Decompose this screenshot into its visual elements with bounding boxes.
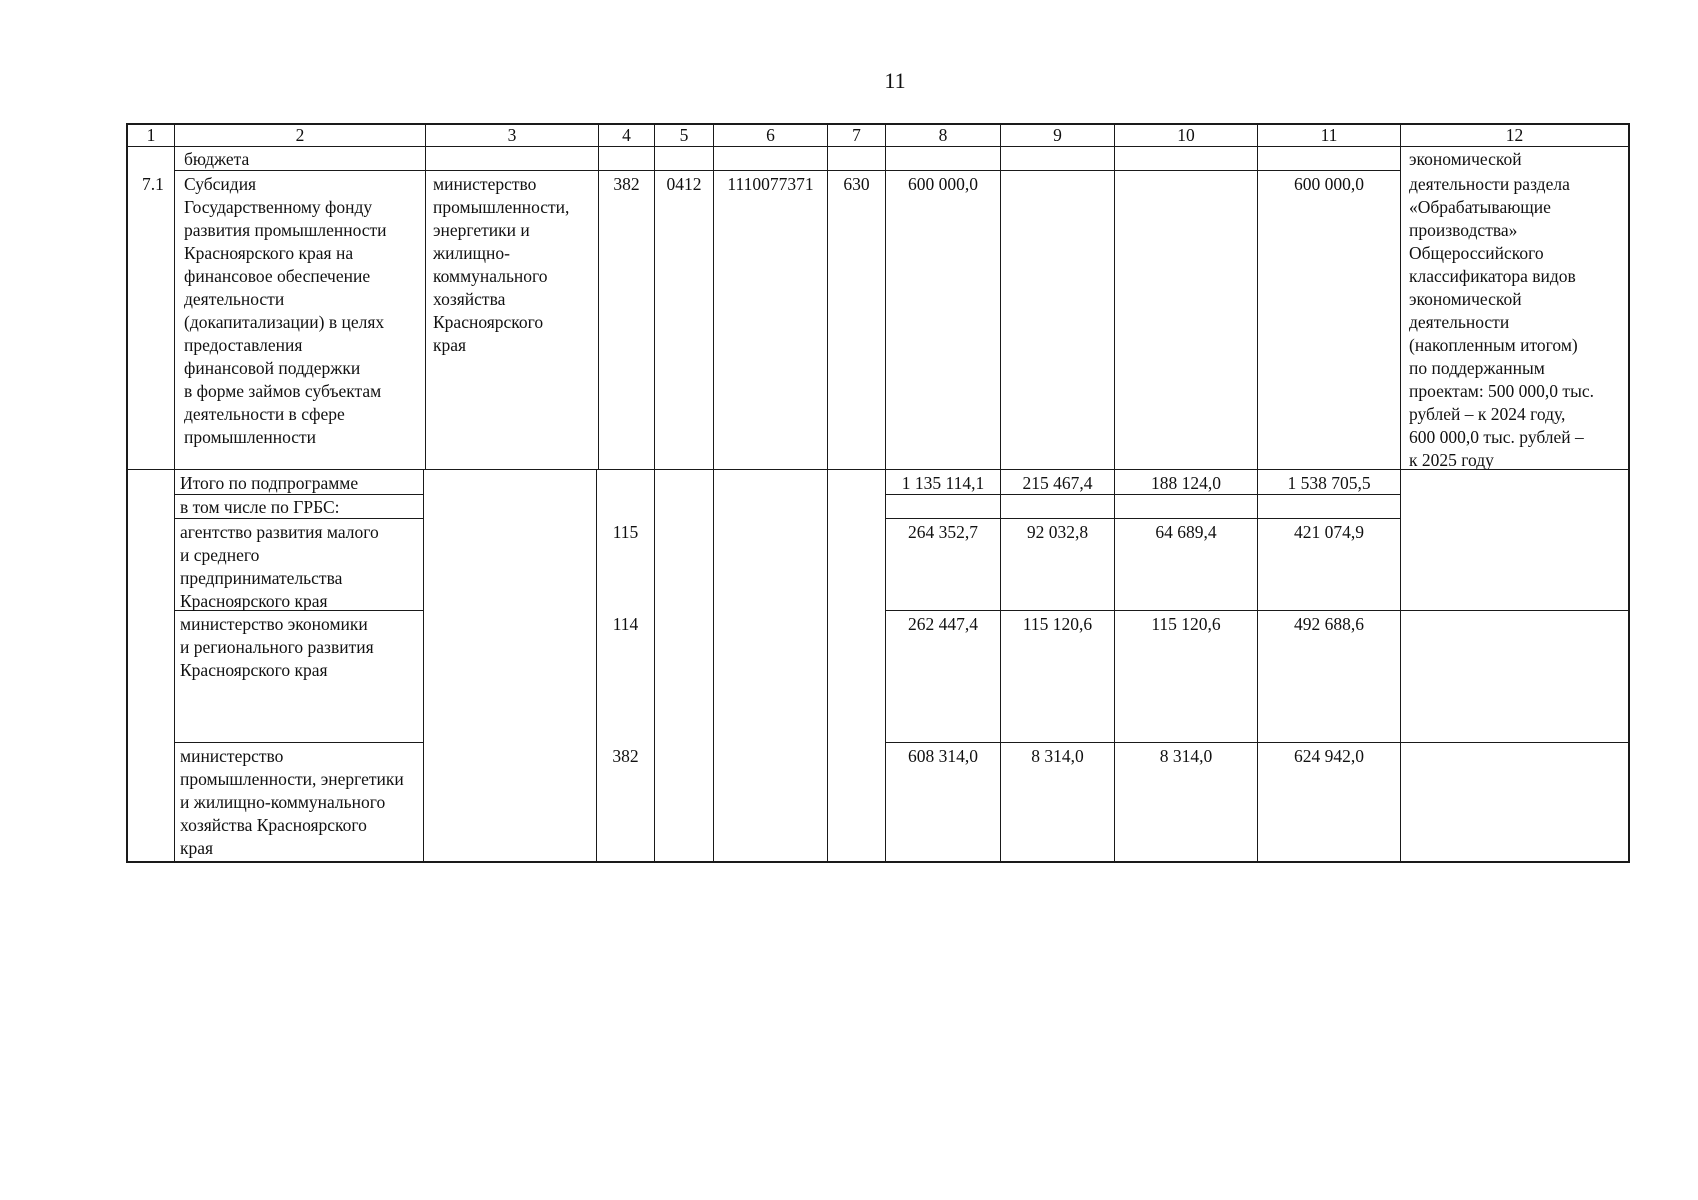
col-sep-1-2 — [174, 123, 175, 863]
text-line: 600 000,0 тыс. рублей – — [1409, 427, 1584, 447]
text-line: предоставления — [184, 335, 303, 355]
g114-col10: 115 120,6 — [1151, 614, 1221, 634]
continuation-col2: бюджета — [184, 149, 250, 169]
row71-col5: 0412 — [666, 174, 702, 194]
text-line: в форме займов субъектам — [184, 381, 382, 401]
header-cell: 3 — [507, 125, 517, 145]
text-line: и регионального развития — [180, 637, 374, 657]
row71-col8: 600 000,0 — [908, 174, 978, 194]
text-line: Общероссийского — [1409, 243, 1544, 263]
text-line: министерство — [180, 746, 284, 766]
header-cell: 11 — [1320, 125, 1338, 145]
row71-col7: 630 — [843, 174, 870, 194]
continuation-col12: экономической — [1409, 149, 1522, 169]
g115-col9: 92 032,8 — [1026, 522, 1089, 542]
total-col10: 188 124,0 — [1151, 473, 1221, 493]
row71-col11: 600 000,0 — [1294, 174, 1364, 194]
text-line: экономической — [1409, 289, 1522, 309]
text-line: Красноярского края на — [184, 243, 354, 263]
text-line: края — [180, 838, 214, 858]
text-line: коммунального — [433, 266, 548, 286]
g115-col4: 115 — [612, 522, 639, 542]
text-line: классификатора видов — [1409, 266, 1576, 286]
text-line: финансовой поддержки — [184, 358, 361, 378]
col-sep-5-6 — [713, 123, 714, 863]
g114-row-bottom-right — [885, 742, 1630, 743]
text-line: проектам: 500 000,0 тыс. — [1409, 381, 1594, 401]
row71-col6: 1110077371 — [727, 174, 814, 194]
text-line: предпринимательства — [180, 568, 343, 588]
table-border-right — [1628, 123, 1630, 863]
header-cell: 10 — [1177, 125, 1195, 145]
text-line: хозяйства — [433, 289, 506, 309]
table-border-bottom — [126, 861, 1630, 863]
text-line: и жилищно-коммунального — [180, 792, 386, 812]
text-line: производства» — [1409, 220, 1518, 240]
continuation-row-bottom — [174, 170, 1400, 171]
text-line: и среднего — [180, 545, 260, 565]
text-line: Красноярского края — [180, 591, 328, 611]
text-line: к 2025 году — [1409, 450, 1494, 470]
row71-col4: 382 — [613, 174, 640, 194]
text-line: финансовое обеспечение — [184, 266, 371, 286]
row71-bottom — [126, 469, 1630, 470]
incl-row-bottom-right — [885, 518, 1400, 519]
table-border-left — [126, 123, 128, 863]
g114-col4: 114 — [612, 614, 639, 634]
header-cell: 8 — [938, 125, 948, 145]
header-cell: 9 — [1053, 125, 1062, 145]
g114-col11: 492 688,6 — [1294, 614, 1364, 634]
text-line: агентство развития малого — [180, 522, 379, 542]
text-line: промышленности — [184, 427, 317, 447]
text-line: (накопленным итогом) — [1409, 335, 1578, 355]
text-line: Государственному фонду — [184, 197, 373, 217]
text-line: края — [433, 335, 467, 355]
text-line: рублей – к 2024 году, — [1409, 404, 1566, 424]
header-cell: 4 — [622, 125, 631, 145]
text-line: Субсидия — [184, 174, 257, 194]
g382-col8: 608 314,0 — [908, 746, 978, 766]
col-sep-11-12 — [1400, 123, 1401, 863]
g115-col8: 264 352,7 — [908, 522, 978, 542]
text-line: развития промышленности — [184, 220, 387, 240]
row-number: 7.1 — [142, 174, 164, 194]
text-line: промышленности, энергетики — [180, 769, 404, 789]
total-label: Итого по подпрограмме — [180, 473, 359, 493]
header-cell: 6 — [766, 125, 775, 145]
g382-col4: 382 — [612, 746, 639, 766]
text-line: (докапитализации) в целях — [184, 312, 385, 332]
text-line: министерство экономики — [180, 614, 368, 634]
text-line: деятельности — [184, 289, 285, 309]
g382-col10: 8 314,0 — [1159, 746, 1213, 766]
text-line: Красноярского — [433, 312, 544, 332]
incl-label: в том числе по ГРБС: — [180, 497, 340, 517]
text-line: деятельности раздела — [1409, 174, 1570, 194]
g114-col9: 115 120,6 — [1022, 614, 1093, 634]
col-sep-2-3-upper — [425, 123, 426, 469]
g382-col9: 8 314,0 — [1031, 746, 1084, 766]
g115-col10: 64 689,4 — [1155, 522, 1217, 542]
g382-col11: 624 942,0 — [1294, 746, 1364, 766]
g115-row-bottom-right — [885, 610, 1630, 611]
total-col9: 215 467,4 — [1022, 473, 1093, 493]
g114-row-bottom-left — [174, 742, 423, 743]
header-cell: 5 — [679, 125, 689, 145]
text-line: Красноярского края — [180, 660, 328, 680]
header-cell: 1 — [146, 125, 156, 145]
page-number: 11 — [884, 68, 906, 93]
g115-col11: 421 074,9 — [1294, 522, 1364, 542]
col-sep-2-3-lower — [423, 469, 424, 863]
text-line: энергетики и — [433, 220, 530, 240]
text-line: промышленности, — [433, 197, 570, 217]
text-line: министерство — [433, 174, 537, 194]
text-line: жилищно- — [433, 243, 510, 263]
text-line: деятельности в сфере — [184, 404, 345, 424]
text-line: «Обрабатывающие — [1409, 197, 1551, 217]
total-col11: 1 538 705,5 — [1287, 473, 1371, 493]
header-cell: 2 — [295, 125, 305, 145]
col-sep-4-5 — [654, 123, 655, 863]
header-cell: 7 — [852, 125, 861, 145]
total-col8: 1 135 114,1 — [901, 473, 985, 493]
text-line: хозяйства Красноярского — [180, 815, 367, 835]
text-line: по поддержанным — [1409, 358, 1545, 378]
col-sep-6-7 — [827, 123, 828, 863]
text-line: деятельности — [1409, 312, 1510, 332]
g114-col8: 262 447,4 — [908, 614, 978, 634]
header-cell: 12 — [1505, 125, 1524, 145]
